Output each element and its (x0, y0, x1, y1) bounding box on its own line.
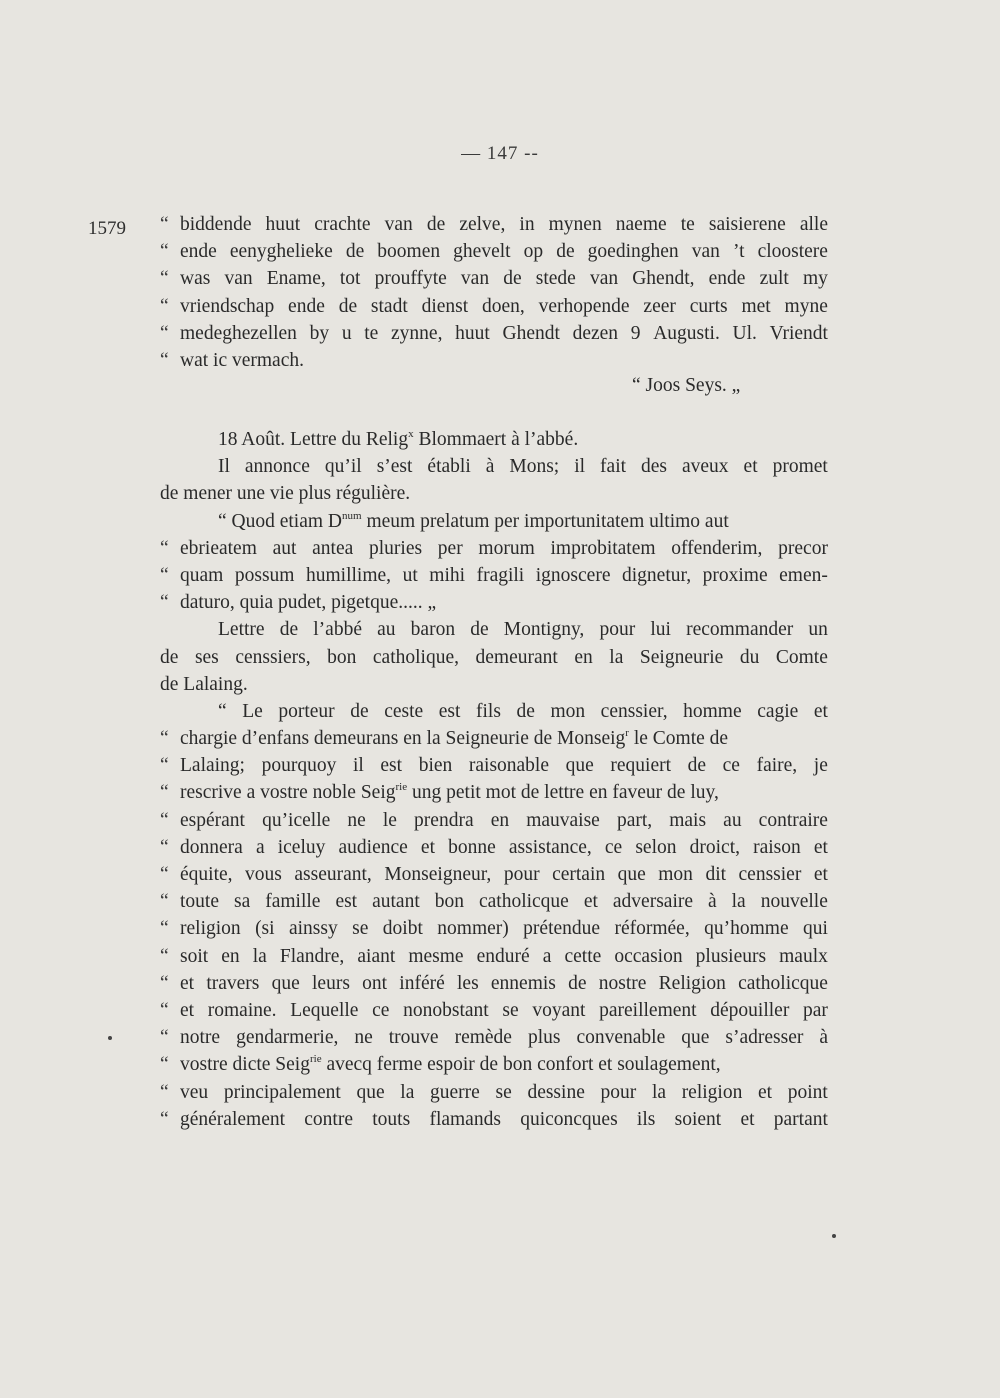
line-text: et travers que leurs ont inféré les ennemis de nostre Religion catholicque (180, 972, 828, 994)
quote-mark: “ (160, 1054, 169, 1076)
quote-mark: “ (160, 592, 169, 614)
quote-mark: “ (160, 322, 169, 344)
line-text: Lalaing; pourquoy il est bien raisonable que requiert de ce faire, je (180, 755, 828, 777)
quote-mark: “ (160, 972, 169, 994)
line-text: notre gendarmerie, ne trouve remède plus convenable que s’adresser à (180, 1027, 828, 1049)
line-text: équite, vous asseurant, Monseigneur, pour certain que mon dit censsier et (180, 864, 828, 885)
entries-aout (160, 426, 828, 1133)
french-quote-line (160, 834, 828, 861)
entry-heading (160, 426, 828, 453)
latin-quote-line (160, 508, 828, 535)
quote-mark: “ (160, 349, 169, 371)
quote-mark: “ (160, 945, 169, 967)
line-text: et romaine. Lequelle ce nonobstant se voyant pareillement dépouiller par (180, 999, 828, 1021)
latin-quote-line (160, 562, 828, 589)
line-text: toute sa famille est autant bon catholicque et adversaire à la nouvelle (180, 891, 828, 913)
line-text: biddende huut crachte van de zelve, in mynen naeme te saisierene alle (180, 214, 828, 235)
line-text: Lettre de l’abbé au baron de Montigny, pour lui recommander un (218, 619, 828, 641)
quote-mark: “ (160, 999, 169, 1021)
quote-mark: “ (160, 836, 169, 858)
line-text: généralement contre touts flamands quiconcques ils soient et partant (180, 1108, 828, 1130)
french-quote-line (160, 1051, 828, 1078)
text-line (160, 644, 828, 671)
french-quote-line (160, 970, 828, 997)
text-line (160, 453, 828, 480)
line-text: veu principalement que la guerre se dessine pour la religion et point (180, 1081, 828, 1103)
text-line (160, 211, 828, 238)
line-text: “ Le porteur de ceste est fils de mon censsier, homme cagie et (218, 700, 828, 722)
line-text: medeghezellen by u te zynne, huut Ghendt dezen 9 Augusti. Ul. Vriendt (180, 322, 828, 344)
french-quote-line (160, 807, 828, 834)
text-line (160, 265, 828, 292)
line-text: Il annonce qu’il s’est établi à Mons; il fait des aveux et promet (218, 456, 828, 478)
line-text: vostre dicte Seig$^{rie}$ avecq ferme espoir de bon confort et soulagement, (180, 1053, 721, 1076)
quote-mark: “ (160, 295, 169, 317)
french-quote-line (160, 725, 828, 752)
french-quote-line (160, 888, 828, 915)
line-text: rescrive a vostre noble Seig$^{rie}$ ung petit mot de lettre en faveur de luy, (180, 781, 719, 804)
line-text: quam possum humillime, ut mihi fragili ignoscere dignetur, proxime emen- (180, 564, 828, 586)
line-text: ende eenyghelieke de boomen ghevelt op de goedinghen van ’t cloostere (180, 241, 828, 263)
french-quote-line (160, 779, 828, 806)
line-text: chargie d’enfans demeurans en la Seigneurie de Monseig$^r$ le Comte de (180, 727, 729, 750)
french-quote-line (160, 1079, 828, 1106)
text-line (160, 347, 828, 374)
text-line (160, 238, 828, 265)
text-line (160, 320, 828, 347)
french-quote-line (160, 1024, 828, 1051)
quote-mark: “ (160, 1108, 169, 1130)
quote-mark: “ (160, 1081, 169, 1103)
quote-mark: “ (160, 214, 169, 235)
quote-mark: “ (160, 537, 169, 559)
text-line (160, 480, 828, 507)
line-text: soit en la Flandre, aiant mesme enduré a cette occasion plusieurs maulx (180, 945, 828, 967)
latin-quote-line (160, 535, 828, 562)
quote-mark: “ (160, 241, 169, 263)
quote-mark: “ (160, 918, 169, 940)
specks (832, 1234, 836, 1238)
quote-mark: “ (160, 1027, 169, 1049)
line-text: ebrieatem aut antea pluries per morum improbitatem offenderim, precor (180, 537, 828, 559)
margin-year: 1579 (88, 218, 126, 239)
line-text: de ses censsiers, bon catholique, demeurant en la Seigneurie du Comte (160, 646, 828, 668)
french-quote-line (160, 1106, 828, 1133)
line-text: espérant qu’icelle ne le prendra en mauvaise part, mais au contraire (180, 809, 828, 831)
quote-mark: “ (160, 782, 169, 804)
french-quote-line (160, 698, 828, 725)
line-text: religion (si ainssy se doibt nommer) prétendue réformée, qu’homme qui (180, 918, 828, 940)
line-text: daturo, quia pudet, pigetque..... „ (180, 592, 437, 614)
french-quote-line (160, 752, 828, 779)
page-number: — 147 -- (461, 143, 539, 164)
quote-mark: “ (160, 268, 169, 290)
quote-mark: “ (160, 755, 169, 777)
french-quote-line (160, 943, 828, 970)
flemish-letter (160, 211, 828, 374)
text-line (160, 293, 828, 320)
quote-mark: “ (160, 891, 169, 913)
french-quote-line (160, 997, 828, 1024)
quote-mark: “ (160, 564, 169, 586)
text-line (160, 671, 828, 698)
line-text: 18 Août. Lettre du Relig$^x$ Blommaert à l’abbé. (218, 428, 579, 450)
latin-quote-line (160, 589, 828, 616)
line-text: de Lalaing. (160, 673, 248, 695)
line-text: vriendschap ende de stadt dienst doen, verhopende zeer curts met myne (180, 295, 828, 317)
line-text: wat ic vermach. (180, 349, 304, 371)
french-quote-line (160, 861, 828, 888)
quote-mark: “ (160, 864, 169, 885)
entry-heading (160, 616, 828, 643)
line-text: de mener une vie plus régulière. (160, 483, 411, 505)
line-text: donnera a iceluy audience et bonne assistance, ce selon droict, raison et (180, 836, 828, 858)
specks (108, 1036, 112, 1040)
signature-joos-seys: “ Joos Seys. „ (632, 375, 741, 396)
quote-mark: “ (160, 809, 169, 831)
line-text: was van Ename, tot prouffyte van de stede van Ghendt, ende zult my (180, 268, 828, 290)
line-text: “ Quod etiam $D^{num}$ meum prelatum per importunitatem ultimo aut (218, 509, 729, 532)
quote-mark: “ (160, 728, 169, 750)
french-quote-line (160, 915, 828, 942)
